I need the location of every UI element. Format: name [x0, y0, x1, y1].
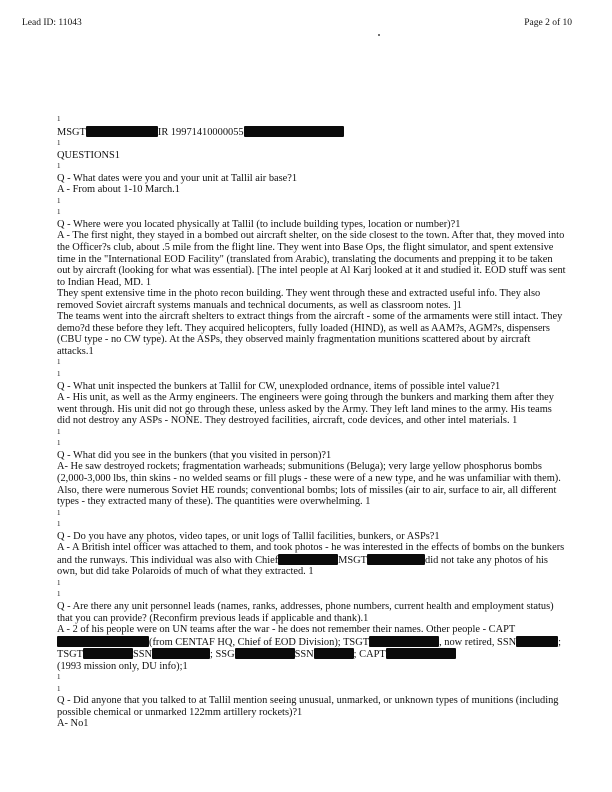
- redaction-bar: [244, 126, 344, 137]
- interview-body: [57, 114, 567, 730]
- answer-2-part-2: They spent extensive time in the photo recon building. They went through these and extracted useful info. They also removed Soviet aircraft systems manuals and technical documents, as well as classroom notes. ]1: [57, 288, 541, 311]
- redaction-bar: [86, 126, 158, 137]
- paragraph-mark: 1: [57, 196, 61, 205]
- answer-6-text-7: SSN: [294, 649, 314, 661]
- answer-5-text-2: MSGT: [338, 554, 368, 566]
- page-number: Page 2 of 10: [524, 18, 572, 28]
- question-7: Q - Did anyone that you talked to at Tallil mention seeing unusual, unmarked, or unknown types of munitions (including possible chemical or unmarked 122mm artillery rockets)?1: [57, 695, 559, 718]
- answer-5: [57, 542, 567, 578]
- answer-6-text-2: (from CENTAF HQ, Chief of EOD Division); TSGT: [149, 636, 370, 648]
- answer-7: A- No1: [57, 718, 89, 730]
- paragraph-mark: 1: [57, 439, 61, 448]
- question-1: Q - What dates were you and your unit at Tallil air base?1: [57, 172, 298, 184]
- redaction-bar: [369, 636, 439, 647]
- answer-3: A - His unit, as well as the Army engineers. The engineers were going through the bunkers and marking them after they went through. His unit did not go through these, unless asked by the Army. They left land mines to the army. His teams did not destroy any ASPs - NONE. They destroyed facilities, aircraft, code devices, and other intel materials. 1: [57, 392, 554, 427]
- answer-4: A- He saw destroyed rockets; fragmentation warheads; submunitions (Beluga); very large yellow phosphorus bombs (2,000-3,000 lbs, thin skins - no welded seams or fill plugs - these were of a new type, and he was unfamiliar with them). Also, there were numerous Soviet HE rounds; conventional bombs; lots of missiles (air to air, surface to air, all different types - they extracted many of these). The quantities were overwhelming. 1: [57, 461, 561, 508]
- redaction-bar: [278, 554, 338, 565]
- msgt-label: MSGT: [57, 126, 86, 138]
- paragraph-mark: 1: [57, 590, 61, 599]
- paragraph-mark: 1: [57, 162, 61, 171]
- question-3: Q - What unit inspected the bunkers at Tallil for CW, unexploded ordnance, items of possible intel value?1: [57, 380, 501, 392]
- answer-6-text-6: ; SSG: [210, 649, 235, 661]
- answer-6-text-8: ; CAPT: [353, 649, 386, 661]
- redaction-bar: [152, 648, 210, 659]
- paragraph-mark: 1: [57, 115, 61, 123]
- answer-5-text-1: A - A British intel officer was attached to them, and took photos - he was interested in the effects of bombs on the bunkers and the runways. This individual was also with Chief: [57, 542, 565, 566]
- paragraph-mark: 1: [57, 684, 61, 693]
- ir-number: IR 19971410000055: [157, 126, 244, 138]
- redaction-bar: [235, 648, 295, 659]
- msgt-line: [57, 126, 567, 139]
- scan-speck: [378, 34, 380, 36]
- answer-6-text-5: SSN: [132, 649, 153, 661]
- redaction-bar: [516, 636, 558, 647]
- paragraph-mark: 1: [57, 520, 61, 529]
- answer-1: A - From about 1-10 March.1: [57, 184, 180, 196]
- paragraph-mark: 1: [57, 508, 61, 517]
- answer-2-part-1: A - The first night, they stayed in a bombed out aircraft shelter, on the side closest to the town. After that, they moved into the Officer?s club, about .5 mile from the flight line. They went into Base Ops, the flight simulator, and spent extensive time in the "International EOD Facility" (translated from Arabic), translating the documents and prepping it to be taken out by aircraft (looking for what was essential). [The intel people at Al Karj looked at it and studied it. EOD stuff was sent to Indian Head, MD. 1: [57, 230, 566, 288]
- redaction-bar: [314, 648, 354, 659]
- lead-id: Lead ID: 11043: [22, 18, 82, 28]
- question-4: Q - What did you see in the bunkers (that you visited in person)?1: [57, 449, 332, 461]
- redaction-bar: [367, 554, 425, 565]
- question-6: Q - Are there any unit personnel leads (names, ranks, addresses, phone numbers, current health and employment status) that you can provide? (Reconfirm previous leads if applicable and thank).1: [57, 600, 554, 624]
- answer-6-text-1: A - 2 of his people were on UN teams after the war - he does not remember their names. Other people - CAPT: [57, 624, 516, 636]
- redaction-bar: [83, 648, 133, 659]
- paragraph-mark: 1: [57, 358, 61, 367]
- questions-heading: QUESTIONS1: [57, 149, 120, 161]
- paragraph-mark: 1: [57, 370, 61, 379]
- answer-6-text-3: , now retired, SSN: [439, 636, 517, 648]
- answer-6-text-4: ; TSGT: [57, 636, 562, 661]
- paragraph-mark: 1: [57, 208, 61, 217]
- answer-6: [57, 624, 567, 672]
- answer-2-part-3: The teams went into the aircraft shelters to extract things from the aircraft - some of the armaments were still intact. They demo?d these before they left. They acquired helicopters, fully loaded (HIND), as well as AAM?s, AGM?s, dispensers (CBU type - no CW type). At the ASPs, they observed mainly fragmentation munitions scattered about by aircraft attacks.1: [57, 311, 563, 357]
- question-5: Q - Do you have any photos, video tapes, or unit logs of Tallil facilities, bunkers, or ASPs?1: [57, 530, 440, 542]
- paragraph-mark: 1: [57, 578, 61, 587]
- redaction-bar: [57, 636, 149, 647]
- answer-6-text-9: (1993 mission only, DU info);1: [57, 660, 188, 672]
- paragraph-mark: 1: [57, 427, 61, 436]
- paragraph-mark: 1: [57, 139, 61, 148]
- answer-5-text-3: did not take any photos of his own, but did take Polaroids of much of what they extracted. 1: [57, 554, 548, 578]
- redaction-bar: [386, 648, 456, 659]
- question-2: Q - Where were you located physically at Tallil (to include building types, location or number)?1: [57, 218, 461, 230]
- paragraph-mark: 1: [57, 673, 61, 682]
